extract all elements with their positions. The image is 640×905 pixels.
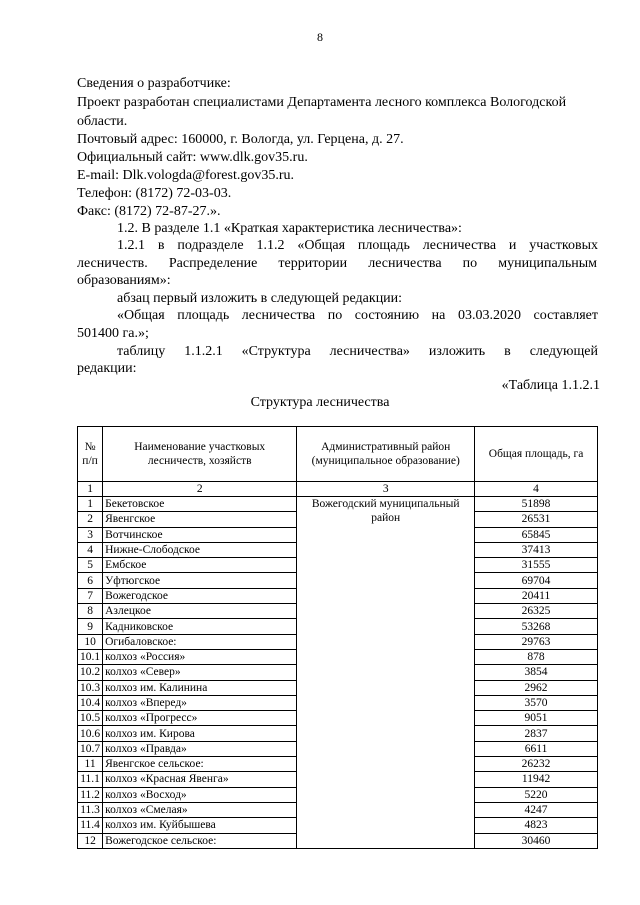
row-number: 8 bbox=[78, 604, 103, 619]
row-number: 3 bbox=[78, 527, 103, 542]
developer-project-line1: Проект разработан специалистами Департамента лесного комплекса Вологодской bbox=[77, 95, 567, 110]
column-number: 2 bbox=[103, 482, 297, 497]
row-number: 5 bbox=[78, 558, 103, 573]
developer-phone: Телефон: (8172) 72-03-03. bbox=[77, 186, 232, 201]
header-number: № п/п bbox=[78, 427, 103, 482]
row-name: колхоз им. Калинина bbox=[103, 680, 297, 695]
subsection-1-2-1-line1: 1.2.1 в подразделе 1.1.2 «Общая площадь лесничества и участковых bbox=[117, 238, 598, 253]
row-area: 5220 bbox=[475, 787, 598, 802]
row-number: 2 bbox=[78, 512, 103, 527]
row-name: колхоз им. Кирова bbox=[103, 726, 297, 741]
row-area: 69704 bbox=[475, 573, 598, 588]
developer-fax: Факс: (8172) 72-87-27.». bbox=[77, 204, 221, 219]
row-name: Уфтюгское bbox=[103, 573, 297, 588]
table-title: Структура лесничества bbox=[250, 395, 390, 410]
header-name: Наименование участковых лесничеств, хозяйств bbox=[103, 427, 297, 482]
row-name: Ембское bbox=[103, 558, 297, 573]
developer-address: Почтовый адрес: 160000, г. Вологда, ул. Герцена, д. 27. bbox=[77, 132, 404, 147]
forestry-structure-table bbox=[77, 426, 598, 849]
table-label: «Таблица 1.1.2.1 bbox=[501, 378, 600, 393]
row-area: 53268 bbox=[475, 619, 598, 634]
page-number: 8 bbox=[317, 30, 323, 44]
developer-website: Официальный сайт: www.dlk.gov35.ru. bbox=[77, 150, 308, 165]
row-area: 3854 bbox=[475, 665, 598, 680]
row-number: 12 bbox=[78, 833, 103, 848]
row-name: колхоз «Россия» bbox=[103, 649, 297, 664]
header-area: Общая площадь, га bbox=[475, 427, 598, 482]
row-name: Вотчинское bbox=[103, 527, 297, 542]
district-cell: Вожегодский муниципальный район bbox=[297, 497, 475, 849]
row-area: 4247 bbox=[475, 802, 598, 817]
row-number: 10.5 bbox=[78, 711, 103, 726]
row-area: 37413 bbox=[475, 542, 598, 557]
quote-line2: 501400 га.»; bbox=[77, 326, 149, 341]
row-name: колхоз им. Куйбышева bbox=[103, 818, 297, 833]
row-number: 10 bbox=[78, 634, 103, 649]
row-name: Вожегодское сельское: bbox=[103, 833, 297, 848]
row-name: Вожегодское bbox=[103, 588, 297, 603]
row-name: Нижне-Слободское bbox=[103, 542, 297, 557]
row-number: 11.4 bbox=[78, 818, 103, 833]
row-name: Огибаловское: bbox=[103, 634, 297, 649]
row-area: 2962 bbox=[475, 680, 598, 695]
row-number: 6 bbox=[78, 573, 103, 588]
row-name: Явенгское bbox=[103, 512, 297, 527]
row-number: 10.1 bbox=[78, 649, 103, 664]
developer-heading: Сведения о разработчике: bbox=[77, 76, 231, 91]
row-number: 7 bbox=[78, 588, 103, 603]
row-number: 10.6 bbox=[78, 726, 103, 741]
row-name: колхоз «Север» bbox=[103, 665, 297, 680]
table-body bbox=[78, 482, 598, 849]
row-area: 26531 bbox=[475, 512, 598, 527]
row-area: 6611 bbox=[475, 741, 598, 756]
table-instruction-line2: редакции: bbox=[77, 361, 137, 376]
row-number: 9 bbox=[78, 619, 103, 634]
subsection-1-2-1-line2: лесничеств. Распределение территории лесничества по муниципальным bbox=[77, 256, 597, 271]
row-name: колхоз «Смелая» bbox=[103, 802, 297, 817]
row-area: 31555 bbox=[475, 558, 598, 573]
table-header-row bbox=[78, 427, 598, 482]
row-number: 11.3 bbox=[78, 802, 103, 817]
developer-email: E-mail: Dlk.vologda@forest.gov35.ru. bbox=[77, 168, 295, 183]
row-area: 29763 bbox=[475, 634, 598, 649]
row-name: Кадниковское bbox=[103, 619, 297, 634]
row-area: 2837 bbox=[475, 726, 598, 741]
row-number: 11 bbox=[78, 757, 103, 772]
row-area: 65845 bbox=[475, 527, 598, 542]
instruction-paragraph: абзац первый изложить в следующей редакции: bbox=[117, 291, 403, 306]
row-number: 4 bbox=[78, 542, 103, 557]
row-area: 878 bbox=[475, 649, 598, 664]
row-name: колхоз «Красная Явенга» bbox=[103, 772, 297, 787]
row-number: 11.1 bbox=[78, 772, 103, 787]
row-number: 10.3 bbox=[78, 680, 103, 695]
row-area: 9051 bbox=[475, 711, 598, 726]
row-area: 26232 bbox=[475, 757, 598, 772]
row-area: 11942 bbox=[475, 772, 598, 787]
table-instruction-line1: таблицу 1.1.2.1 «Структура лесничества» изложить в следующей bbox=[117, 344, 598, 359]
column-number-row bbox=[78, 482, 598, 497]
subsection-1-2-1-line3: образованиям»: bbox=[77, 273, 171, 288]
quote-line1: «Общая площадь лесничества по состоянию на 03.03.2020 составляет bbox=[117, 308, 598, 323]
row-name: Азлецкое bbox=[103, 604, 297, 619]
row-name: Бекетовское bbox=[103, 497, 297, 512]
row-number: 10.2 bbox=[78, 665, 103, 680]
developer-project-line2: области. bbox=[77, 114, 128, 129]
row-number: 11.2 bbox=[78, 787, 103, 802]
row-area: 20411 bbox=[475, 588, 598, 603]
column-number: 1 bbox=[78, 482, 103, 497]
column-number: 3 bbox=[297, 482, 475, 497]
header-district: Административный район (муниципальное образование) bbox=[297, 427, 475, 482]
section-1-2: 1.2. В разделе 1.1 «Краткая характеристика лесничества»: bbox=[117, 221, 462, 236]
row-area: 26325 bbox=[475, 604, 598, 619]
row-number: 1 bbox=[78, 497, 103, 512]
row-name: колхоз «Правда» bbox=[103, 741, 297, 756]
row-number: 10.7 bbox=[78, 741, 103, 756]
row-area: 51898 bbox=[475, 497, 598, 512]
row-name: Явенгское сельское: bbox=[103, 757, 297, 772]
row-name: колхоз «Восход» bbox=[103, 787, 297, 802]
table-row bbox=[78, 497, 598, 512]
row-name: колхоз «Вперед» bbox=[103, 695, 297, 710]
column-number: 4 bbox=[475, 482, 598, 497]
row-area: 4823 bbox=[475, 818, 598, 833]
row-number: 10.4 bbox=[78, 695, 103, 710]
row-area: 3570 bbox=[475, 695, 598, 710]
row-name: колхоз «Прогресс» bbox=[103, 711, 297, 726]
row-area: 30460 bbox=[475, 833, 598, 848]
